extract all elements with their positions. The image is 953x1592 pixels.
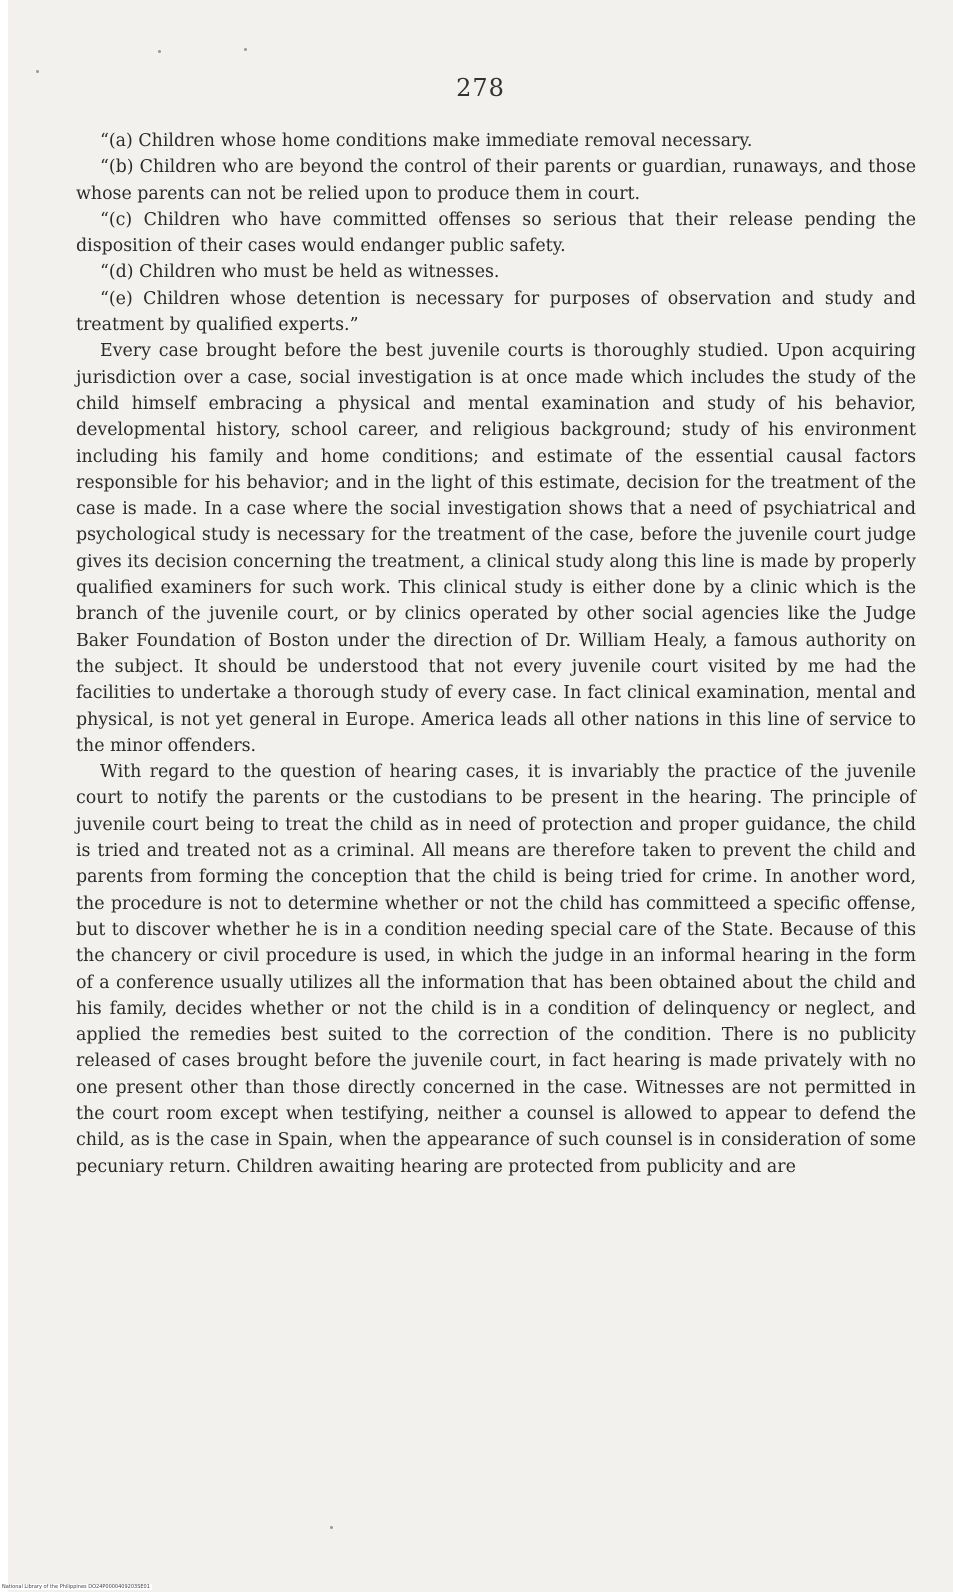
archive-credit: National Library of the Philippines DO24P0000409203SE01 [2, 1584, 150, 1590]
clause-e: “(e) Children whose detention is necessary for purposes of observation and study and treatment by qualified experts.” [76, 288, 916, 336]
clause-a: “(a) Children whose home conditions make immediate removal necessary. [100, 131, 753, 151]
body-text [76, 128, 916, 1180]
clause-d: “(d) Children who must be held as witnesses. [100, 262, 500, 283]
paper-speck [158, 50, 161, 53]
clause-b: “(b) Children who are beyond the control of their parents or guardian, runaways, and those whose parents can not be relied upon to produce them in court. [76, 157, 916, 204]
paper-speck [330, 1526, 333, 1529]
paragraph-case-study: Every case brought before the best juvenile courts is thoroughly studied. Upon acquiring jurisdiction over a case, social investigation is at once made which includes the study of the child himself embracing a physical and mental examination and study of his behavior, developmental history, school career, and religious background; study of his environment including his family and home conditions; and estimate of the essential causal factors responsible for his behavior; and in the light of this estimate, decision for the treatment of the case is made. In a case where the social investigation shows that a need of psychiatrical and psychological study is necessary for the treatment of the case, before the juvenile court judge gives its decision concerning the treatment, a clinical study along this line is made by properly qualified examiners for such work. This clinical study is either done by a clinic which is the branch of the juvenile court, or by clinics operated by other social agencies like the Judge Baker Foundation of Boston under the direction of Dr. William Healy, a famous authority on the subject. It should be understood that not every juvenile court visited by me had the facilities to undertake a thorough study of every case. In fact clinical examination, mental and physical, is not yet general in Europe. America leads all other nations in this line of service to the minor offenders. [76, 341, 916, 756]
paper-speck [244, 48, 247, 51]
document-page [8, 0, 953, 1592]
paragraph-hearing-cases: With regard to the question of hearing cases, it is invariably the practice of the juvenile court to notify the parents or the custodians to be present in the hearing. The principle of juvenile court being to treat the child as in need of protection and proper guidance, the child is tried and treated not as a criminal. All means are therefore taken to prevent the child and parents from forming the conception that the child is being tried for crime. In another word, the procedure is not to determine whether or not the child has committeed a specific offense, but to discover whether he is in a condition needing special care of the State. Because of this the chancery or civil procedure is used, in which the judge in an informal hearing in the form of a conference usually utilizes all the information that has been obtained about the child and his family, decides whether or not the child is in a condition of delinquency or neglect, and applied the remedies best suited to the correction of the condition. There is no publicity released of cases brought before the juvenile court, in fact hearing is made privately with no one present other than those directly concerned in the case. Witnesses are not permitted in the court room except when testifying, neither a counsel is allowed to appear to defend the child, as is the case in Spain, when the appearance of such counsel is in consideration of some pecuniary return. Children awaiting hearing are protected from publicity and are [76, 762, 916, 1177]
page-number: 278 [456, 74, 505, 102]
clause-c: “(c) Children who have committed offenses so serious that their release pending the disposition of their cases would endanger public safety. [76, 209, 916, 257]
paper-speck [36, 70, 39, 73]
